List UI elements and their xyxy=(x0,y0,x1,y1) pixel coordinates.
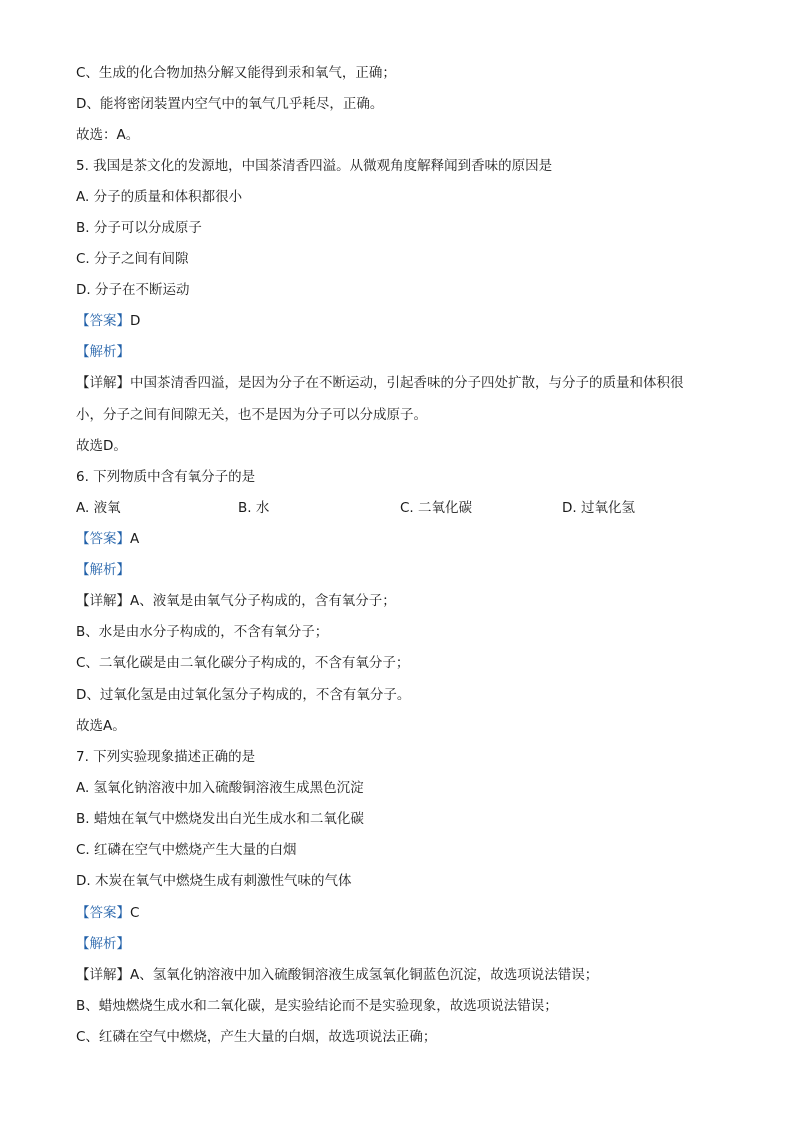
text-line: 故选：A。 xyxy=(76,127,140,143)
detail-text: 【详解】A、液氧是由氧气分子构成的，含有氧分子； xyxy=(76,593,396,609)
question-7-option-b: B. 蜡烛在氧气中燃烧发出白光生成水和二氧化碳 xyxy=(76,811,364,827)
question-7-stem: 7. 下列实验现象描述正确的是 xyxy=(76,749,256,765)
question-5-answer xyxy=(76,312,140,330)
question-7-option-d: D. 木炭在氧气中燃烧生成有刺激性气味的气体 xyxy=(76,873,352,889)
detail-text: 小，分子之间有间隙无关，也不是因为分子可以分成原子。 xyxy=(76,407,427,423)
answer-value: D xyxy=(130,313,141,329)
question-7-answer xyxy=(76,904,139,922)
question-6-answer xyxy=(76,530,139,548)
question-6-option-d: D. 过氧化氢 xyxy=(562,500,635,516)
detail-text: B、水是由水分子构成的，不含有氧分子； xyxy=(76,624,329,640)
question-5-option-c: C. 分子之间有间隙 xyxy=(76,251,189,267)
text-line: C、生成的化合物加热分解又能得到汞和氧气，正确； xyxy=(76,65,396,81)
question-5-option-b: B. 分子可以分成原子 xyxy=(76,220,202,236)
detail-text: C、二氧化碳是由二氧化碳分子构成的，不含有氧分子； xyxy=(76,655,410,671)
detail-text: C、红磷在空气中燃烧，产生大量的白烟，故选项说法正确； xyxy=(76,1029,437,1045)
question-6-option-b: B. 水 xyxy=(238,500,270,516)
answer-label: 【答案】 xyxy=(76,531,130,547)
analysis-label: 【解析】 xyxy=(76,344,130,360)
question-6-stem: 6. 下列物质中含有氧分子的是 xyxy=(76,469,256,485)
analysis-label: 【解析】 xyxy=(76,936,130,952)
detail-text: 【详解】A、氢氧化钠溶液中加入硫酸铜溶液生成氢氧化铜蓝色沉淀，故选项说法错误； xyxy=(76,967,599,983)
detail-text: 【详解】中国茶清香四溢，是因为分子在不断运动，引起香味的分子四处扩散，与分子的质量和体积很 xyxy=(76,375,684,391)
conclusion-text: 故选A。 xyxy=(76,718,126,734)
answer-value: A xyxy=(130,531,140,547)
detail-text: D、过氧化氢是由过氧化氢分子构成的，不含有氧分子。 xyxy=(76,687,411,703)
answer-value: C xyxy=(130,905,140,921)
question-5-option-d: D. 分子在不断运动 xyxy=(76,282,190,298)
detail-text: B、蜡烛燃烧生成水和二氧化碳，是实验结论而不是实验现象，故选项说法错误； xyxy=(76,998,558,1014)
text-line: D、能将密闭装置内空气中的氧气几乎耗尽，正确。 xyxy=(76,96,384,112)
answer-label: 【答案】 xyxy=(76,905,130,921)
analysis-label: 【解析】 xyxy=(76,562,130,578)
question-5-stem: 5. 我国是茶文化的发源地，中国茶清香四溢。从微观角度解释闻到香味的原因是 xyxy=(76,158,553,174)
question-7-option-c: C. 红磷在空气中燃烧产生大量的白烟 xyxy=(76,842,297,858)
question-6-option-c: C. 二氧化碳 xyxy=(400,500,473,516)
question-6-option-a: A. 液氧 xyxy=(76,500,121,516)
conclusion-text: 故选D。 xyxy=(76,438,127,454)
question-7-option-a: A. 氢氧化钠溶液中加入硫酸铜溶液生成黑色沉淀 xyxy=(76,780,364,796)
answer-label: 【答案】 xyxy=(76,313,130,329)
question-5-option-a: A. 分子的质量和体积都很小 xyxy=(76,189,243,205)
